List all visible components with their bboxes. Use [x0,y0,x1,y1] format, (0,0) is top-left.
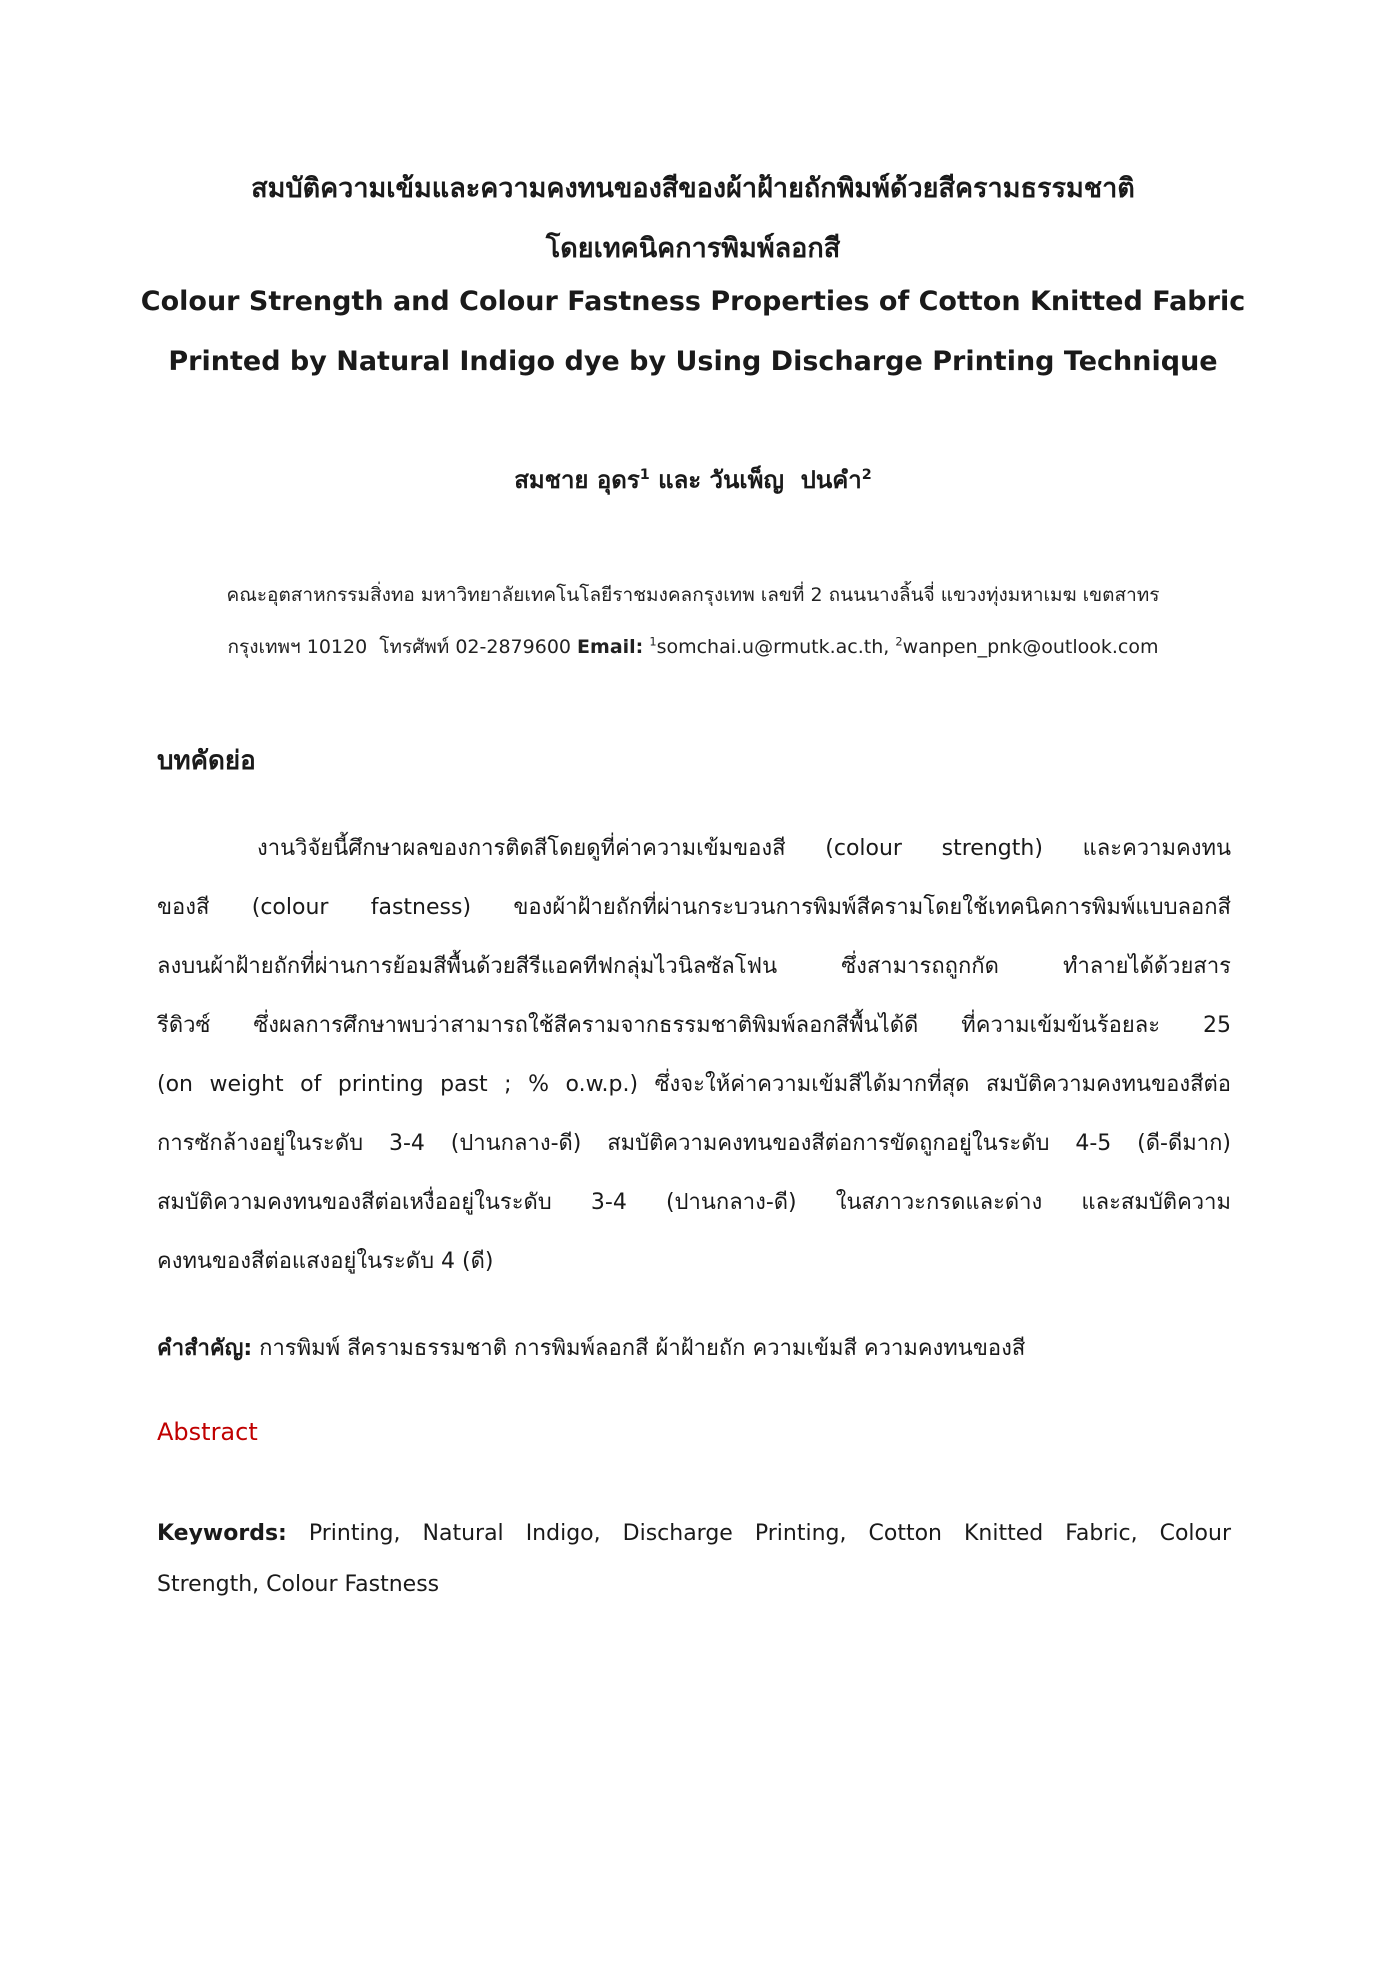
email-separator: , [883,636,896,658]
email-1: somchai.u@rmutk.ac.th [656,636,884,658]
affiliation-line-2 [0,632,1386,662]
affiliation-line-1: คณะอุตสาหกรรมสิ่งทอ มหาวิทยาลัยเทคโนโลยีราชมงคลกรุงเทพ เลขที่ 2 ถนนนางลิ้นจี่ แขวงทุ่งมหาเมฆ เขตสาทร [226,584,1160,606]
title-english-line-1: Colour Strength and Colour Fastness Properties of Cotton Knitted Fabric [140,286,1246,317]
keywords-thai-label: คำสำคัญ: [157,1336,253,1361]
author-separator: และ [658,466,702,494]
email-1-superscript: 1 [649,634,657,649]
title-thai-line-2: โดยเทคนิคการพิมพ์ลอกสี [545,233,841,264]
keywords-thai-text: การพิมพ์ สีครามธรรมชาติ การพิมพ์ลอกสี ผ้าฝ้ายถัก ความเข้มสี ความคงทนของสี [252,1336,1026,1361]
affiliation-address: กรุงเทพฯ 10120 โทรศัพท์ 02-2879600 [227,636,578,658]
abstract-line: ของสี (colour fastness) ของผ้าฝ้ายถักที่ผ่านกระบวนการพิมพ์สีครามโดยใช้เทคนิคการพิมพ์แบบลอกสี [157,895,1231,920]
author-1-superscript: 1 [639,467,650,483]
title-english-line-2: Printed by Natural Indigo dye by Using Discharge Printing Technique [168,346,1218,377]
keywords-english-line-2: Strength, Colour Fastness [157,1572,440,1597]
abstract-line: การซักล้างอยู่ในระดับ 3-4 (ปานกลาง-ดี) สมบัติความคงทนของสีต่อการขัดถูกอยู่ในระดับ 4-5 (ดี-ดีมาก) [157,1131,1231,1156]
abstract-line: ลงบนผ้าฝ้ายถักที่ผ่านการย้อมสีพื้นด้วยสีรีแอคทีฟกลุ่มไวนิลซัลโฟน ซึ่งสามารถถูกกัด ทำลายได้ด้วยสาร [157,954,1231,979]
abstract-line: (on weight of printing past ; % o.w.p.) ซึ่งจะให้ค่าความเข้มสีได้มากที่สุด สมบัติความคงทนของสีต่อ [157,1072,1231,1097]
keywords-english-text: Printing, Natural Indigo, Discharge Printing, Cotton Knitted Fabric, Colour [286,1521,1231,1546]
title-thai-line-1: สมบัติความเข้มและความคงทนของสีของผ้าฝ้ายถักพิมพ์ด้วยสีครามธรรมชาติ [251,173,1135,204]
keywords-english-line-1 [157,1519,1231,1549]
keywords-thai [157,1334,1231,1364]
author-list [0,460,1386,499]
abstract-line: งานวิจัยนี้ศึกษาผลของการติดสีโดยดูที่ค่าความเข้มของสี (colour strength) และความคงทน [257,836,1231,861]
abstract-line: คงทนของสีต่อแสงอยู่ในระดับ 4 (ดี) [157,1249,494,1274]
abstract-line: รีดิวซ์ ซึ่งผลการศึกษาพบว่าสามารถใช้สีครามจากธรรมชาติพิมพ์ลอกสีพื้นได้ดี ที่ความเข้มข้นร้อยละ 25 [157,1013,1231,1038]
author-2-superscript: 2 [861,467,872,483]
email-2-superscript: 2 [895,634,903,649]
abstract-english-heading: Abstract [157,1418,258,1446]
author-2: วันเพ็ญ ปนคำ [709,466,862,494]
email-label: Email: [577,636,644,658]
abstract-line: สมบัติความคงทนของสีต่อเหงื่ออยู่ในระดับ 3-4 (ปานกลาง-ดี) ในสภาวะกรดและด่าง และสมบัติความ [157,1190,1231,1215]
abstract-thai-heading: บทคัดย่อ [157,746,256,776]
keywords-english-label: Keywords: [157,1521,287,1546]
email-2: wanpen_pnk@outlook.com [902,636,1159,658]
author-1: สมชาย อุดร [514,466,640,494]
